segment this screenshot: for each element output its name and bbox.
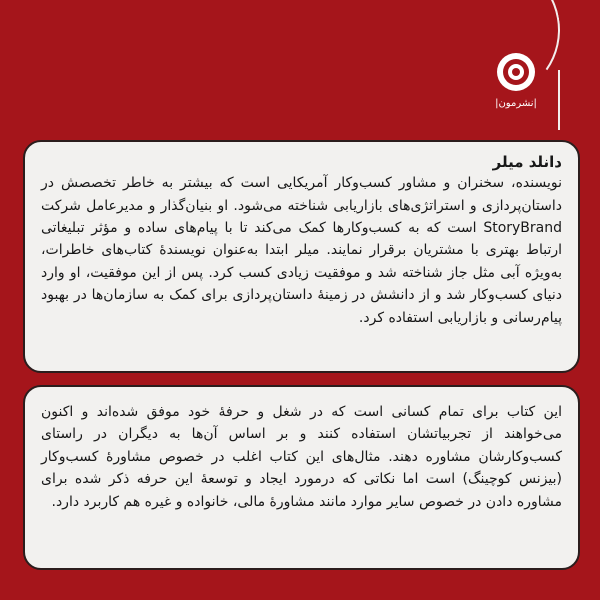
book-description-text: این کتاب برای تمام کسانی است که در شغل و حرفهٔ خود موفق شده‌اند و اکنون می‌خواهند از تجربیاتشان استفاده کنند و بر اساس آن‌ها به دیگران در راستای کسب‌وکارشان مشاوره دهند. مثال‌های این کتاب اغلب در خصوص مشاورهٔ کسب‌وکار (بیزنس کوچینگ) است اما نکاتی که درمورد ایجاد و توسعهٔ این حرفه ذکر شده برای مشاوره دادن در خصوص سایر موارد مانند مشاورهٔ مالی، خانواده و غیره هم کاربرد دارد.: [41, 404, 562, 510]
brand-logo: [486, 50, 546, 109]
author-bio-card: [23, 140, 580, 373]
author-name-heading: دانلد میلر: [492, 153, 562, 171]
author-bio-text: نویسنده، سخنران و مشاور کسب‌وکار آمریکایی است که بیشتر به خاطر تخصصش در داستان‌پردازی و استراتژی‌های بازاریابی شناخته می‌شود. او بنیان‌گذار و مدیرعامل شرکت StoryBrand است که به کسب‌وکارها کمک می‌کند تا با پیام‌های ساده و مؤثر تبلیغاتی ارتباط بهتری با مشتریان برقرار نمایند. میلر ابتدا به‌عنوان نویسندهٔ کتاب‌های خاطرات، به‌ویژه آبی مثل جاز شناخته شد و موفقیت زیادی کسب کرد. پس از این موفقیت، او وارد دنیای کسب‌وکار شد و از دانشش در زمینهٔ داستان‌پردازی برای کمک به سازمان‌ها در بهبود پیام‌رسانی و بازاریابی استفاده کرد.: [41, 175, 562, 326]
decorative-frame-line: [558, 70, 560, 130]
book-description-card: [23, 385, 580, 570]
logo-text: |نشرمون|: [495, 98, 537, 109]
nashremun-logo-icon: [494, 50, 538, 94]
